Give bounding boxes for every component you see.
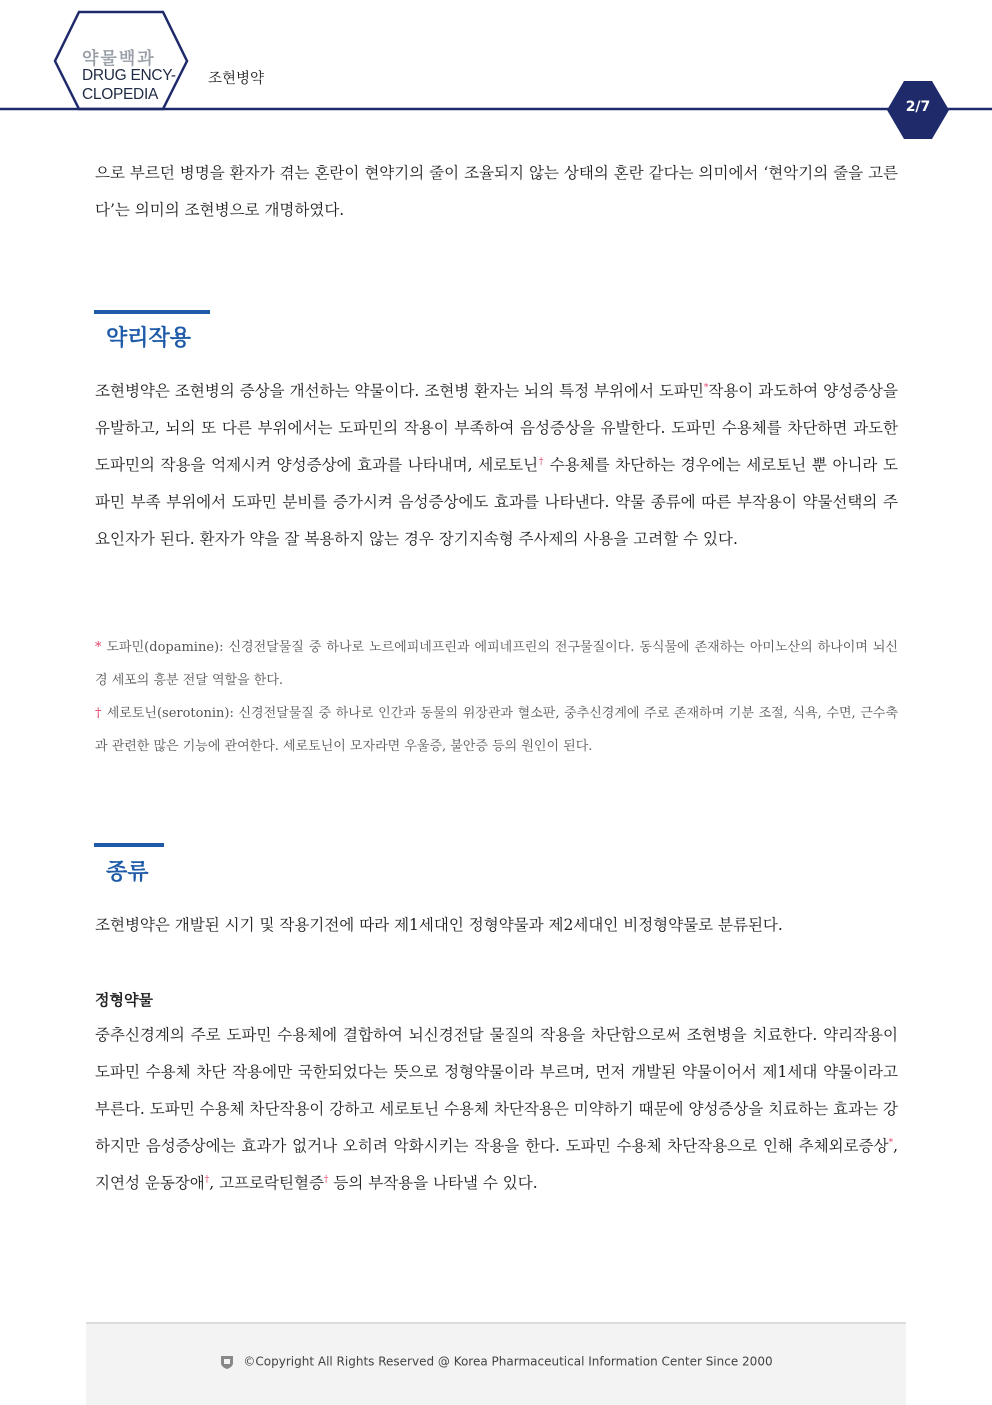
document-title: 조현병약 bbox=[208, 71, 265, 87]
section-title-types: 종류 bbox=[106, 860, 149, 885]
footnote-mark-hpl: † bbox=[323, 1174, 329, 1185]
copyright-text: ©Copyright All Rights Reserved @ Korea Pharmaceutical Information Center Since 2000 bbox=[243, 1354, 773, 1369]
footnote-dopamine-text: 도파민(dopamine): 신경전달물질 중 하나로 노르에피네프린과 에피네프린의 전구물질이다. 동식물에 존재하는 아미노산의 하나이며 뇌신경 세포의 흥분 전달 역할을 한다. bbox=[95, 640, 898, 688]
footnote-mark-eps: * bbox=[888, 1137, 894, 1148]
section-bar-pharmacology bbox=[94, 310, 210, 314]
logo-korean-text: 약물백과 bbox=[82, 49, 156, 69]
footnote-dopamine-mark: * bbox=[95, 640, 102, 655]
types-intro-paragraph: 조현병약은 개발된 시기 및 작용기전에 따라 제1세대인 정형약물과 제2세대인 비정형약물로 분류된다. bbox=[95, 916, 783, 934]
typical-text-c: , 고프로락틴혈증 bbox=[209, 1174, 324, 1192]
typical-text-b: , 지연성 운동장애 bbox=[95, 1137, 898, 1192]
page-number: 2/7 bbox=[905, 99, 931, 115]
footer-content bbox=[86, 1354, 906, 1370]
typical-text-a: 중추신경계의 주로 도파민 수용체에 결합하여 뇌신경전달 물질의 작용을 차단함으로써 조현병을 치료한다. 약리작용이 도파민 수용체 차단 작용에만 국한되었다는 뜻으로 정형약물이라 부르며, 먼저 개발된 약물이어서 제1세대 약물이라고 부른다. 도파민 수용체 차단작용이 강하고 세로토닌 수용체 차단작용은 미약하기 때문에 양성증상을 치료하는 효과는 강하지만 음성증상에는 효과가 없거나 오히려 악화시키는 작용을 한다. 도파민 수용체 차단작용으로 인해 추체외로증상 bbox=[95, 1026, 898, 1155]
footnote-mark-dopamine: * bbox=[703, 382, 709, 393]
logo-en-line1: DRUG ENCY- bbox=[82, 67, 176, 84]
footnote-dopamine bbox=[95, 631, 898, 697]
subsection-title-typical: 정형약물 bbox=[95, 991, 153, 1009]
footnote-serotonin-mark: † bbox=[95, 706, 103, 721]
typical-drugs-paragraph bbox=[95, 1017, 898, 1202]
logo-english-text bbox=[82, 66, 176, 104]
pharm-text-c: 수용체를 차단하는 경우에는 세로토닌 뿐 아니라 도파민 부족 부위에서 도파민 분비를 증가시켜 음성증상에도 효과를 나타낸다. 약물 종류에 따른 부작용이 약물선택의 주요인자가 된다. 환자가 약을 잘 복용하지 않는 경우 장기지속형 주사제의 사용을 고려할 수 있다. bbox=[95, 456, 899, 548]
pharmacology-paragraph bbox=[95, 373, 898, 558]
footnote-serotonin bbox=[95, 697, 898, 763]
footnote-mark-serotonin: † bbox=[538, 456, 545, 467]
section-bar-types bbox=[94, 843, 164, 847]
logo-en-line2: CLOPEDIA bbox=[82, 86, 158, 103]
crest-icon bbox=[219, 1354, 235, 1370]
pharm-text-b: 작용이 과도하여 양성증상을 유발하고, 뇌의 또 다른 부위에서는 도파민의 작용이 부족하여 음성증상을 유발한다. 도파민 수용체를 차단하면 과도한 도파민의 작용을 억제시켜 양성증상에 효과를 나타내며, 세로토닌 bbox=[95, 382, 899, 474]
footnote-serotonin-text: 세로토닌(serotonin): 신경전달물질 중 하나로 인간과 동물의 위장관과 혈소판, 중추신경계에 주로 존재하며 기분 조절, 식욕, 수면, 근수축과 관련한 많은 기능에 관여한다. 세로토닌이 모자라면 우울증, 불안증 등의 원인이 된다. bbox=[95, 706, 899, 754]
intro-paragraph: 으로 부르던 병명을 환자가 겪는 혼란이 현약기의 줄이 조율되지 않는 상태의 혼란 같다는 의미에서 ‘현악기의 줄을 고른다’는 의미의 조현병으로 개명하였다. bbox=[95, 164, 898, 219]
typical-text-d: 등의 부작용을 나타낼 수 있다. bbox=[328, 1174, 538, 1192]
section-title-pharmacology: 약리작용 bbox=[106, 326, 192, 351]
footnote-mark-td: † bbox=[204, 1174, 210, 1185]
page-footer bbox=[86, 1322, 906, 1405]
page-header bbox=[0, 0, 992, 140]
pharm-text-a: 조현병약은 조현병의 증상을 개선하는 약물이다. 조현병 환자는 뇌의 특정 부위에서 도파민 bbox=[95, 382, 704, 400]
